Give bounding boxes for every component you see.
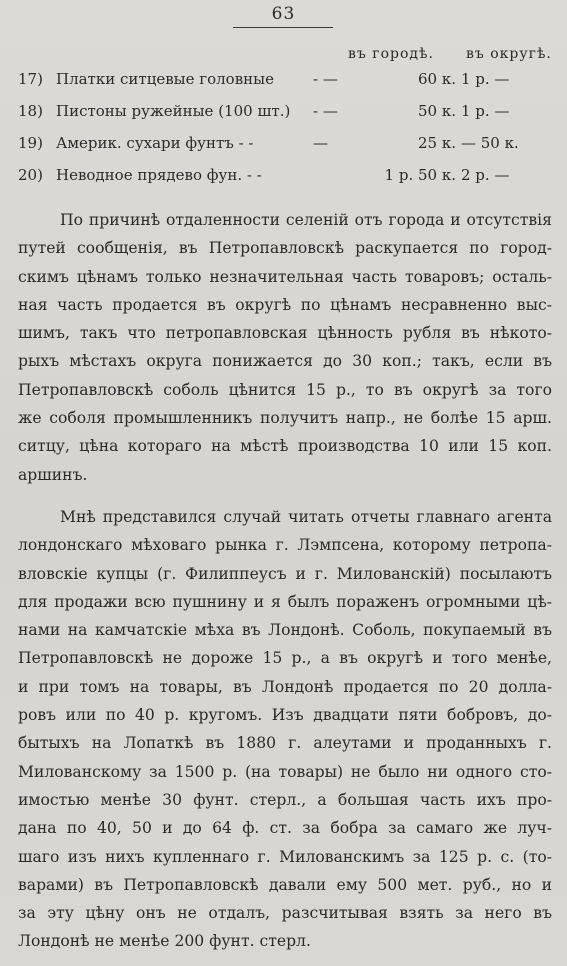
price-district: — 50 к. xyxy=(461,134,519,152)
table-row xyxy=(18,134,558,166)
text-line: же соболя промышленникъ получитъ напр., не болѣе 15 арш. xyxy=(18,409,552,428)
text-line: и при томъ на товары, въ Лондонѣ продается по 20 долла- xyxy=(18,677,552,696)
text-line: вловскіе купцы (г. Филиппеусъ и г. Милованскій) посылаютъ xyxy=(18,564,552,583)
table-row xyxy=(18,166,558,198)
text-line: лондонскаго мѣховаго рынка г. Лэмпсена, которому петропа- xyxy=(18,536,552,555)
text-line: имостью менѣе 30 фунт. стерл., а большая часть ихъ про- xyxy=(18,790,552,809)
leader-dash: - — xyxy=(313,102,338,120)
text-line: варами) въ Петропавловскѣ давали ему 500 мет. руб., но и xyxy=(18,875,552,894)
column-header-district: въ округѣ. xyxy=(466,46,552,62)
text-line: дана по 40, 50 и до 64 ф. ст. за бобра за самаго же луч- xyxy=(18,819,552,838)
row-number: 19) xyxy=(18,134,43,152)
item-name: Неводное прядево фун. - - xyxy=(56,166,262,184)
text-line: Петропавловскѣ не дороже 15 р., а въ округѣ и того менѣе, xyxy=(18,649,552,668)
text-line: Петропавловскѣ соболь цѣнится 15 р., то въ округѣ за того xyxy=(18,380,552,399)
text-line: рыхъ мѣстахъ округа понижается до 30 коп.; такъ, если въ xyxy=(18,352,552,371)
text-line: для продажи всю пушнину и я былъ пораженъ огромными цѣ- xyxy=(18,592,552,611)
text-line: аршинъ. xyxy=(18,465,88,484)
text-line: нами на камчатскіе мѣха въ Лондонѣ. Соболь, покупаемый въ xyxy=(18,621,552,640)
text-line: бытыхъ на Лопаткѣ въ 1880 г. алеутами и проданныхъ г. xyxy=(18,734,552,753)
text-line: шаго изъ нихъ купленнаго г. Милованскимъ за 125 р. с. (то- xyxy=(18,847,552,866)
row-number: 18) xyxy=(18,102,43,120)
table-row xyxy=(18,102,558,134)
leader-dash: - — xyxy=(313,70,338,88)
paragraph-prices xyxy=(18,206,552,489)
text-line: за эту цѣну онъ не отдалъ, разсчитывая взять за него въ xyxy=(18,904,552,923)
text-line: шимъ, такъ что петропавловская цѣнность рубля въ нѣкото- xyxy=(18,324,552,343)
price-city: 25 к. xyxy=(418,134,456,152)
price-district: 2 р. — xyxy=(461,166,510,184)
text-line: ситцу, цѣна котораго на мѣстѣ производства 10 или 15 коп. xyxy=(18,437,552,456)
leader-dash: — xyxy=(313,134,328,152)
text-line: ровъ или по 40 р. кругомъ. Изъ двадцати пяти бобровъ, до- xyxy=(18,706,552,725)
text-line: скимъ цѣнамъ только незначительная часть товаровъ; осталь- xyxy=(18,267,552,286)
row-number: 17) xyxy=(18,70,43,88)
text-line: ная часть продается въ округѣ по цѣнамъ несравненно выс- xyxy=(18,295,552,314)
row-number: 20) xyxy=(18,166,43,184)
page-number: 63 xyxy=(271,4,296,24)
price-district: 1 р. — xyxy=(461,102,510,120)
header-rule xyxy=(233,27,333,28)
item-name: Пистоны ружейные (100 шт.) xyxy=(56,102,291,120)
paragraph-london-market xyxy=(18,503,552,956)
price-city: 1 р. 50 к. xyxy=(384,166,456,184)
text-line: Милованскому за 1500 р. (на товары) не было ни одного сто- xyxy=(18,762,552,781)
table-row xyxy=(18,70,558,102)
column-header-city: въ городѣ. xyxy=(348,46,434,62)
text-line: путей сообщенія, въ Петропавловскѣ раскупается по город- xyxy=(18,239,552,258)
text-line: По причинѣ отдаленности селеній отъ города и отсутствія xyxy=(60,211,552,229)
item-name: Платки ситцевые головные xyxy=(56,70,274,88)
price-city: 50 к. xyxy=(418,102,456,120)
price-table xyxy=(18,46,558,198)
price-table-header xyxy=(18,46,558,70)
price-city: 60 к. xyxy=(418,70,456,88)
price-district: 1 р. — xyxy=(461,70,510,88)
item-name: Америк. сухари фунтъ - - xyxy=(56,134,254,152)
text-line: Лондонѣ не менѣе 200 фунт. стерл. xyxy=(18,932,311,951)
text-line: Мнѣ представился случай читать отчеты главнаго агента xyxy=(60,508,552,526)
